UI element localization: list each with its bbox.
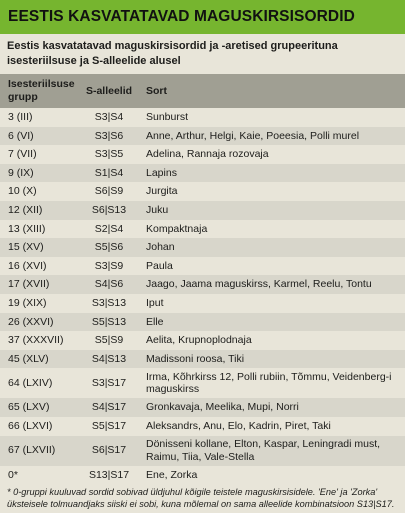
footnote: * 0-gruppi kuuluvad sordid sobivad üldjuhul kõigile teistele maguskirsisidele. 'Ene' ja 'Zorka' üksteisele tolmuandjaks siiski ei sobi, kuna mõlemal on sama alleelide kombinatsioon S13|S17. (7, 487, 395, 509)
cell-group: 13 (XIII) (8, 222, 46, 235)
table-row (0, 164, 405, 183)
table-row (0, 257, 405, 276)
table-row (0, 466, 405, 485)
cell-group: 64 (LXIV) (8, 377, 53, 390)
table-subtitle: Eestis kasvatatavad maguskirsisordid ja -aretised grupeerituna isesteriilsuse ja S-alleelide alusel (7, 40, 338, 67)
cell-sort: Lapins (146, 166, 177, 179)
table-row (0, 331, 405, 350)
cell-group: 26 (XXVI) (8, 315, 54, 328)
cell-group: 15 (XV) (8, 241, 44, 254)
cell-sort: Aleksandrs, Anu, Elo, Kadrin, Piret, Taki (146, 419, 331, 432)
cell-sort: Ene, Zorka (146, 468, 198, 481)
cell-sort: Madissoni roosa, Tiki (146, 352, 245, 365)
cell-alleles: S3|S5 (94, 148, 124, 161)
table-row (0, 368, 405, 398)
table-row (0, 145, 405, 164)
column-header-alleles: S-alleelid (85, 84, 133, 97)
header-row (0, 74, 405, 108)
cell-sort: Adelina, Rannaja rozovaja (146, 148, 269, 161)
cell-sort: Anne, Arthur, Helgi, Kaie, Poeesia, Polli murel (146, 129, 360, 142)
cell-sort: Irma, Kõhrkirss 12, Polli rubiin, Tõmmu, Veidenberg-i maguskirss (146, 370, 392, 396)
cell-sort: Aelita, Krupnoplodnaja (146, 334, 252, 347)
cell-alleles: S3|S6 (94, 129, 124, 142)
cell-sort: Gronkavaja, Meelika, Mupi, Norri (146, 401, 299, 414)
cell-alleles: S3|S4 (94, 111, 124, 124)
cell-alleles: S6|S9 (94, 185, 124, 198)
table-row (0, 313, 405, 332)
cell-alleles: S5|S9 (94, 334, 124, 347)
table-row (0, 182, 405, 201)
cell-sort: Jaago, Jaama maguskirss, Karmel, Reelu, Tontu (146, 278, 372, 291)
cell-sort: Jurgita (146, 185, 178, 198)
table-row (0, 238, 405, 257)
title-bar (0, 0, 405, 34)
cell-alleles: S13|S17 (88, 468, 130, 481)
cell-sort: Johan (146, 241, 175, 254)
cell-group: 9 (IX) (8, 166, 34, 179)
table-row (0, 294, 405, 313)
cell-group: 7 (VII) (8, 148, 37, 161)
cell-group: 65 (LXV) (8, 401, 50, 414)
cell-sort: Kompaktnaja (146, 222, 208, 235)
cell-alleles: S3|S17 (91, 377, 127, 390)
table-row (0, 436, 405, 466)
cell-sort: Sunburst (146, 111, 189, 124)
cell-alleles: S4|S17 (91, 401, 127, 414)
table-row (0, 275, 405, 294)
cell-group: 66 (LXVI) (8, 419, 53, 432)
cell-sort: Dönisseni kollane, Elton, Kaspar, Leningradi must, Raimu, Tiia, Vale-Stella (146, 438, 381, 463)
table-row (0, 201, 405, 220)
cell-sort: Elle (146, 315, 164, 328)
column-header-group: Isesteriilsuse grupp (8, 78, 75, 103)
cell-sort: Iput (146, 296, 164, 309)
cell-alleles: S4|S6 (94, 278, 124, 291)
cell-sort: Paula (146, 259, 173, 272)
cell-alleles: S5|S17 (91, 419, 127, 432)
cell-alleles: S3|S13 (91, 296, 127, 309)
table-row (0, 108, 405, 127)
table-row (0, 127, 405, 146)
table-row (0, 220, 405, 239)
cell-alleles: S6|S13 (91, 204, 127, 217)
cell-group: 17 (XVII) (8, 278, 50, 291)
table-row (0, 417, 405, 436)
cell-alleles: S1|S4 (94, 166, 124, 179)
cell-group: 45 (XLV) (8, 352, 49, 365)
cell-group: 19 (XIX) (8, 296, 47, 309)
cell-group: 10 (X) (8, 185, 37, 198)
cell-alleles: S5|S13 (91, 315, 127, 328)
table-row (0, 398, 405, 417)
cell-alleles: S4|S13 (91, 352, 127, 365)
cell-alleles: S2|S4 (94, 222, 124, 235)
cell-group: 67 (LXVII) (8, 444, 56, 457)
cell-group: 16 (XVI) (8, 259, 47, 272)
cell-group: 37 (XXXVII) (8, 334, 64, 347)
varieties-table (0, 74, 405, 484)
page-title: EESTIS KASVATATAVAD MAGUSKIRSISORDID (8, 8, 355, 25)
table-body (0, 108, 405, 484)
table-header (0, 74, 405, 108)
cell-alleles: S3|S9 (94, 259, 124, 272)
table-row (0, 350, 405, 369)
column-header-sort: Sort (146, 84, 167, 97)
cell-group: 6 (VI) (8, 129, 34, 142)
cell-group: 12 (XII) (8, 204, 43, 217)
cell-group: 0* (8, 468, 18, 481)
cell-alleles: S5|S6 (94, 241, 124, 254)
cell-group: 3 (III) (8, 111, 33, 124)
cell-alleles: S6|S17 (91, 444, 127, 457)
cell-sort: Juku (146, 204, 169, 217)
